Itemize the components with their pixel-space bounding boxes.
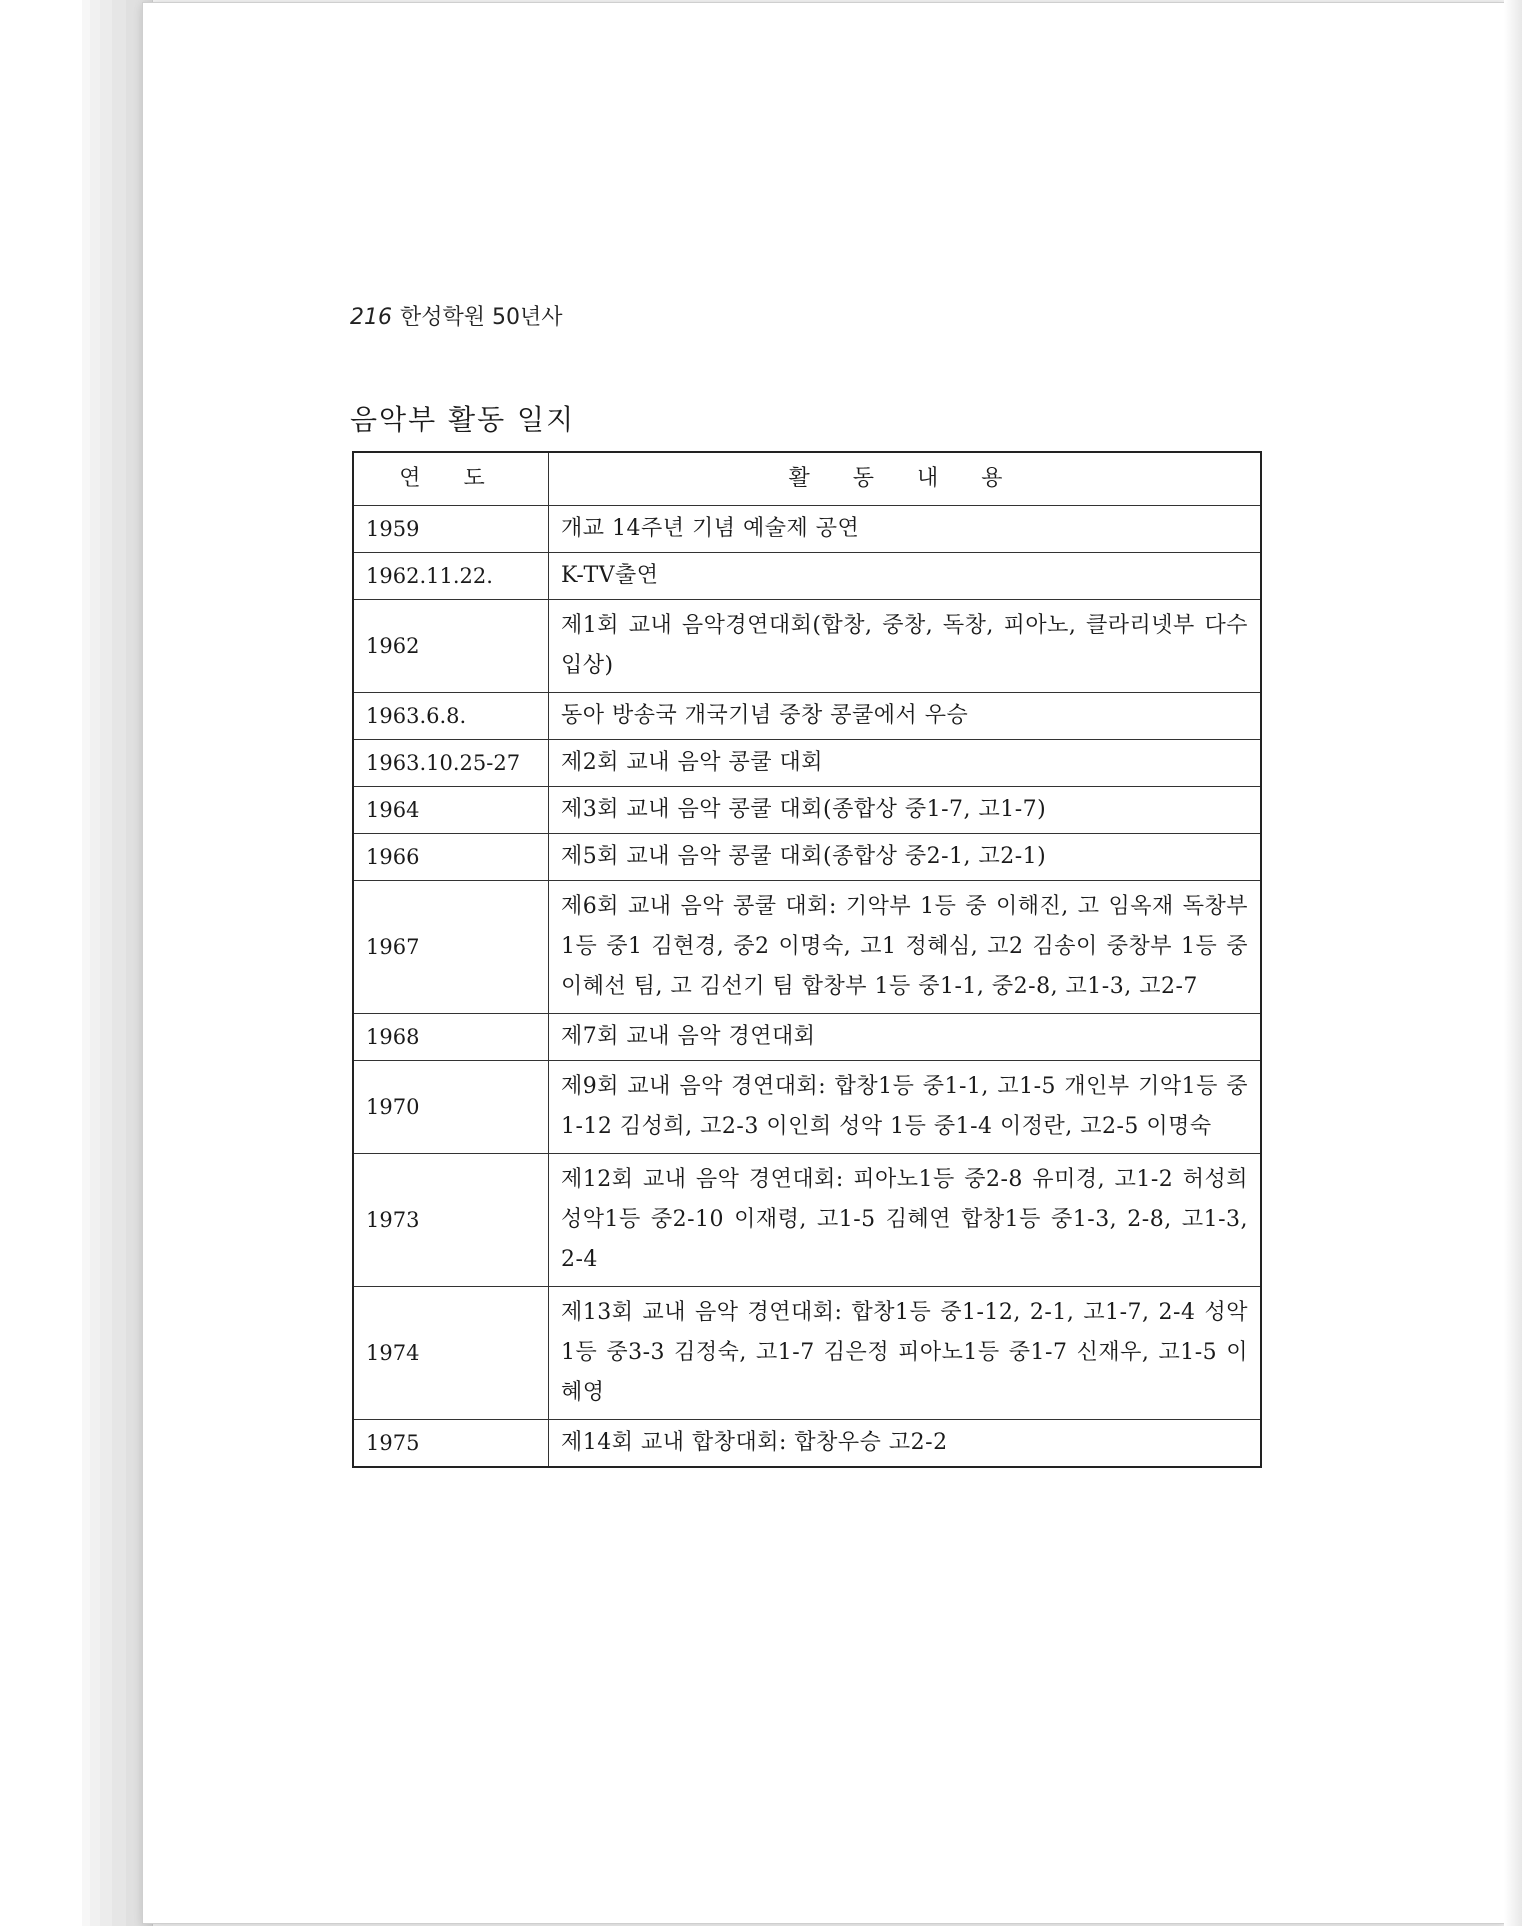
activity-cell: 제3회 교내 음악 콩쿨 대회(종합상 중1-7, 고1-7) — [549, 787, 1262, 834]
section-title: 음악부 활동 일지 — [350, 403, 576, 436]
year-cell: 1959 — [353, 506, 549, 553]
table-header-row — [353, 452, 1261, 506]
table-row — [353, 787, 1261, 834]
activity-cell: 제9회 교내 음악 경연대회: 합창1등 중1-1, 고1-5 개인부 기악1등 중1-12 김성희, 고2-3 이인희 성악 1등 중1-4 이정란, 고2-5 이명숙 — [549, 1061, 1262, 1154]
table-row — [353, 553, 1261, 600]
activity-cell: 제14회 교내 합창대회: 합창우승 고2-2 — [549, 1420, 1262, 1468]
header-year: 연 도 — [353, 452, 549, 506]
table-row — [353, 1014, 1261, 1061]
activity-cell: 제13회 교내 음악 경연대회: 합창1등 중1-12, 2-1, 고1-7, 2-4 성악1등 중3-3 김정숙, 고1-7 김은정 피아노1등 중1-7 신재우, 고1-5 이혜영 — [549, 1287, 1262, 1420]
table-row — [353, 506, 1261, 553]
table-row — [353, 1287, 1261, 1420]
activity-cell: 제12회 교내 음악 경연대회: 피아노1등 중2-8 유미경, 고1-2 허성희 성악1등 중2-10 이재령, 고1-5 김혜연 합창1등 중1-3, 2-8, 고1-3, 2-4 — [549, 1154, 1262, 1287]
activity-cell: 제2회 교내 음악 콩쿨 대회 — [549, 740, 1262, 787]
year-cell: 1975 — [353, 1420, 549, 1468]
year-cell: 1968 — [353, 1014, 549, 1061]
table-row — [353, 693, 1261, 740]
book-title: 한성학원 50년사 — [400, 305, 563, 330]
activity-cell: K-TV출연 — [549, 553, 1262, 600]
year-cell: 1963.6.8. — [353, 693, 549, 740]
page-shadow — [1504, 0, 1522, 1926]
activity-log-table — [352, 451, 1262, 1468]
activity-cell: 제5회 교내 음악 콩쿨 대회(종합상 중2-1, 고2-1) — [549, 834, 1262, 881]
table-row — [353, 740, 1261, 787]
table-row — [353, 1154, 1261, 1287]
activity-cell: 동아 방송국 개국기념 중창 콩쿨에서 우승 — [549, 693, 1262, 740]
year-cell: 1967 — [353, 881, 549, 1014]
year-cell: 1966 — [353, 834, 549, 881]
year-cell: 1974 — [353, 1287, 549, 1420]
year-cell: 1963.10.25-27 — [353, 740, 549, 787]
header-activity: 활 동 내 용 — [549, 452, 1262, 506]
table-row — [353, 1420, 1261, 1468]
activity-cell: 제7회 교내 음악 경연대회 — [549, 1014, 1262, 1061]
year-cell: 1962 — [353, 600, 549, 693]
table-row — [353, 600, 1261, 693]
running-header — [350, 300, 563, 331]
activity-cell: 개교 14주년 기념 예술제 공연 — [549, 506, 1262, 553]
year-cell: 1973 — [353, 1154, 549, 1287]
table-row — [353, 834, 1261, 881]
year-cell: 1964 — [353, 787, 549, 834]
activity-cell: 제1회 교내 음악경연대회(합창, 중창, 독창, 피아노, 클라리넷부 다수 입상) — [549, 600, 1262, 693]
activity-cell: 제6회 교내 음악 콩쿨 대회: 기악부 1등 중 이해진, 고 임옥재 독창부 1등 중1 김현경, 중2 이명숙, 고1 정혜심, 고2 김송이 중창부 1등 중 이혜선 팀, 고 김선기 팀 합창부 1등 중1-1, 중2-8, 고1-3, 고2-7 — [549, 881, 1262, 1014]
table-row — [353, 881, 1261, 1014]
table-row — [353, 1061, 1261, 1154]
page-number: 216 — [350, 305, 392, 330]
year-cell: 1970 — [353, 1061, 549, 1154]
year-cell: 1962.11.22. — [353, 553, 549, 600]
